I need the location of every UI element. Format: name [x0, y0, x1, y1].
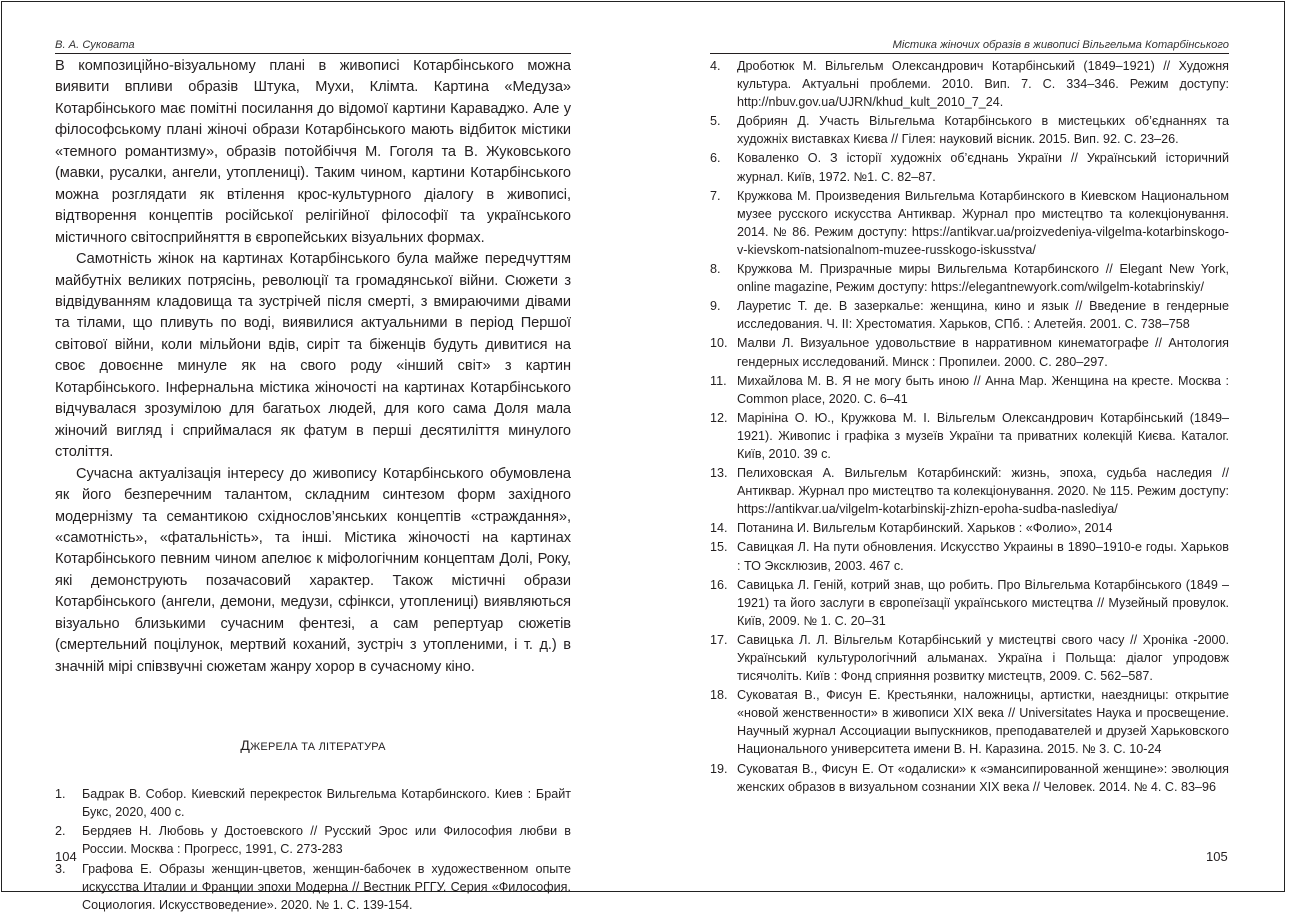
reference-number: 14. [710, 521, 728, 536]
reference-item [55, 785, 571, 821]
reference-number: 10. [710, 336, 728, 351]
reference-list [55, 785, 571, 914]
reference-item [710, 149, 1229, 185]
reference-number: 3. [55, 861, 66, 876]
reference-list [710, 57, 1229, 796]
reference-item [55, 822, 571, 858]
body-text [55, 56, 571, 678]
reference-number: 5. [710, 114, 721, 129]
reference-text: Савицька Л. Л. Вільгельм Котарбінський у мистецтві свого часу // Хроніка -2000. Український культурологічний альманах. Україна і Польща: діалог упродовж тисячоліть. Київ : Фонд сприяння розвитку мистецтв, 2009. С. 562–587. [737, 632, 1229, 684]
reference-text: Суковатая В., Фисун Е. Крестьянки, наложницы, артистки, наездницы: открытие «новой женственности» в живописи XIX века // Universitates Наука и просвещение. Научный журнал Ассоциации выпускников, преподавателей и друзей Харьковского Национального университета имени В. Н. Каразина. 2015. № 3. С. 10-24 [737, 688, 1229, 757]
running-head-title: Містика жіночих образів в живописі Вільгельма Котарбінського [710, 38, 1229, 54]
reference-number: 11. [710, 373, 727, 388]
reference-text: Потанина И. Вильгельм Котарбинский. Харьков : «Фолио», 2014 [737, 521, 1113, 536]
reference-number: 8. [710, 262, 721, 277]
reference-number: 9. [710, 299, 721, 314]
reference-text: Михайлова М. В. Я не могу быть иною // Анна Мар. Женщина на кресте. Москва : Common place, 2020. С. 6–41 [737, 373, 1229, 406]
paragraph: Самотність жінок на картинах Котарбінського була майже передчуттям майбутніх великих потрясінь, революції та громадянської війни. Сюжети з відвідуванням кладовища та зустрічей після смерті, з вмираючими дівами та тілами, що пливуть по воді, виявилися актуальними в період Першої світової війни, коли мільйони вдів, сиріт та біженців будуть дивитися на своє довоєнне минуле як на свого роду «інший світ» з картин Котарбінського. Інфернальна містика жіночості на картинах Котарбінського відчувалася зрозумілою для багатьох людей, для кого сама Доля мала жіночий вигляд і сприймалася як фатум в перші десятиліття минулого століття. [55, 251, 571, 461]
reference-item [710, 334, 1229, 370]
reference-text: Суковатая В., Фисун Е. От «одалиски» к «эмансипированной женщине»: эволюция женских образов в визуальном сознании XIX века // Человек. 2014. № 4. С. 83–96 [737, 761, 1229, 794]
reference-item [710, 372, 1229, 408]
reference-number: 4. [710, 59, 721, 73]
reference-number: 12. [710, 410, 728, 425]
reference-number: 7. [710, 188, 721, 203]
reference-item [710, 187, 1229, 259]
running-head-author: В. А. Суковата [55, 38, 571, 54]
left-page [55, 38, 571, 915]
reference-number: 6. [710, 151, 721, 166]
reference-text: Малви Л. Визуальное удовольствие в нарративном кинематографе // Антология гендерных исследований. Минск : Пропилеи. 2000. С. 280–297. [737, 336, 1229, 369]
reference-number: 15. [710, 540, 728, 555]
right-page [710, 38, 1229, 797]
reference-number: 13. [710, 466, 728, 481]
reference-item [710, 409, 1229, 463]
reference-item [710, 57, 1229, 111]
reference-text: Пелиховская А. Вильгельм Котарбинский: жизнь, эпоха, судьба наследия // Антиквар. Журнал про мистецтво та колекціонування. 2020. № 115. Режим доступу: https://antikvar.ua/vilgelm-kotarbinskij-zhizn-epoha-sudba-naslediya/ [737, 466, 1229, 517]
section-title-rest: ЖЕРЕЛА ТА ЛІТЕРАТУРА [250, 741, 386, 754]
reference-item [710, 464, 1229, 518]
reference-text: Кружкова М. Призрачные миры Вильгельма Котарбинского // Elegant New York, online magazine, Режим доступу: https://elegantnewyork.com/wilgelm-kotabrinskiy/ [737, 262, 1229, 295]
reference-number: 2. [55, 824, 66, 839]
reference-item [710, 538, 1229, 574]
reference-text: Марініна О. Ю., Кружкова М. І. Вільгельм Олександрович Котарбінський (1849–1921). Живопис і графіка з музеїв України та приватних колекцій Києва. Каталог. Київ, 2010. 39 с. [737, 410, 1229, 461]
reference-text: Дроботюк М. Вільгельм Олександрович Котарбінський (1849–1921) // Художня культура. Актуальні проблеми. 2010. Вип. 7. С. 334–346. Режим доступу: http://nbuv.gov.ua/UJRN/khud_kult_2010_7_24. [737, 59, 1229, 110]
reference-item [710, 260, 1229, 296]
section-title [55, 737, 571, 753]
page-number-left: 104 [55, 849, 77, 864]
section-title-initial: Д [240, 737, 251, 754]
reference-item [710, 760, 1229, 796]
reference-text: Добриян Д. Участь Вільгельма Котарбінського в мистецьких об’єднаннях та художніх виставках Києва // Гілея: науковий вісник. 2015. Вип. 92. С. 23–26. [737, 114, 1229, 147]
reference-item [55, 860, 571, 914]
reference-number: 19. [710, 761, 728, 776]
reference-text: Графова Е. Образы женщин-цветов, женщин-бабочек в художественном опыте искусства Италии и Франции эпохи Модерна // Вестник РГГУ. Серия «Философия. Социология. Искусствоведение». 2020. № 1. С. 139-154. [82, 861, 571, 912]
reference-text: Савицкая Л. На пути обновления. Искусство Украины в 1890–1910-е годы. Харьков : ТО Эксклюзив, 2003. 467 с. [737, 540, 1229, 573]
reference-text: Коваленко О. З історії художніх об’єднань України // Український історичний журнал. Київ, 1972. №1. С. 82–87. [737, 151, 1229, 184]
reference-number: 1. [55, 787, 66, 802]
page-number-right: 105 [1206, 849, 1228, 864]
reference-item [710, 519, 1229, 537]
reference-item [710, 297, 1229, 333]
reference-item [710, 686, 1229, 758]
reference-item [710, 112, 1229, 148]
reference-text: Кружкова М. Произведения Вильгельма Котарбинского в Киевском Национальном музее русского искусства Антиквар. Журнал про мистецтво та колекціонування. 2014. № 86. Режим доступу: https://antikvar.ua/proizvedeniya-vilgelma-kotarbinskogo-v-kievskom-natsionalnom-muzee-russkogo-iskusstva/ [737, 188, 1229, 257]
reference-text: Бадрак В. Собор. Киевский перекресток Вильгельма Котарбинского. Киев : Брайт Букс, 2020, 400 с. [82, 787, 571, 820]
paragraph: В композиційно-візуальному плані в живописі Котарбінського можна виявити впливи образів Штука, Мухи, Клімта. Картина «Медуза» Котарбінського має помітні посилання до відомої картини Караваджо. Але у філософському плані жіночі образи Котарбінського мають відбиток містики «темного романтизму», образів потойбіччя М. Гоголя та В. Жуковського (мавки, русалки, ангели, утоплениці). Таким чином, картини Котарбінського можна розглядати як втілення крос-культурного діалогу в живописі, відтворення концептів російської релігійної філософії та українського містичного світосприйняття в європейських візуальних формах. [55, 58, 571, 246]
reference-number: 17. [710, 632, 728, 647]
reference-item [710, 576, 1229, 630]
reference-item [710, 631, 1229, 685]
reference-number: 18. [710, 688, 728, 703]
paragraph: Сучасна актуалізація інтересу до живопису Котарбінського обумовлена як його безперечним талантом, складним синтезом форм західного модернізму та семантикою східнослов’янських концептів «страждання», «самотність», «фатальність», та інші. Містика жіночості на картинах Котарбінського певним чином апелює к міфологічним концептам Долі, Року, які демонструють позачасовий характер. Також містичні образи Котарбінського (ангели, демони, медузи, сфінкси, утоплениці) виявляються візуально близькими сучасним фентезі, а сам репертуар сюжетів (смертельний поцілунок, мертвий коханий, зустріч з утопленими, і т. д.) в значній мірі співзвучні сюжетам жанру хорор в сучасному кіно. [55, 465, 571, 675]
reference-text: Бердяев Н. Любовь у Достоевского // Русский Эрос или Философия любви в России. Москва : Прогресс, 1991, С. 273-283 [82, 824, 571, 857]
reference-number: 16. [710, 577, 728, 592]
reference-text: Лауретис Т. де. В зазеркалье: женщина, кино и язык // Введение в гендерные исследования. Ч. II: Хрестоматия. Харьков, СПб. : Алетейя. 2001. С. 738–758 [737, 299, 1229, 332]
reference-text: Савицька Л. Геній, котрий знав, що робить. Про Вільгельма Котарбінського (1849 – 1921) та його заслуги в європеїзації українського мистецтва // Музейный провулок. Київ, 2009. № 1. С. 20–31 [737, 577, 1229, 628]
